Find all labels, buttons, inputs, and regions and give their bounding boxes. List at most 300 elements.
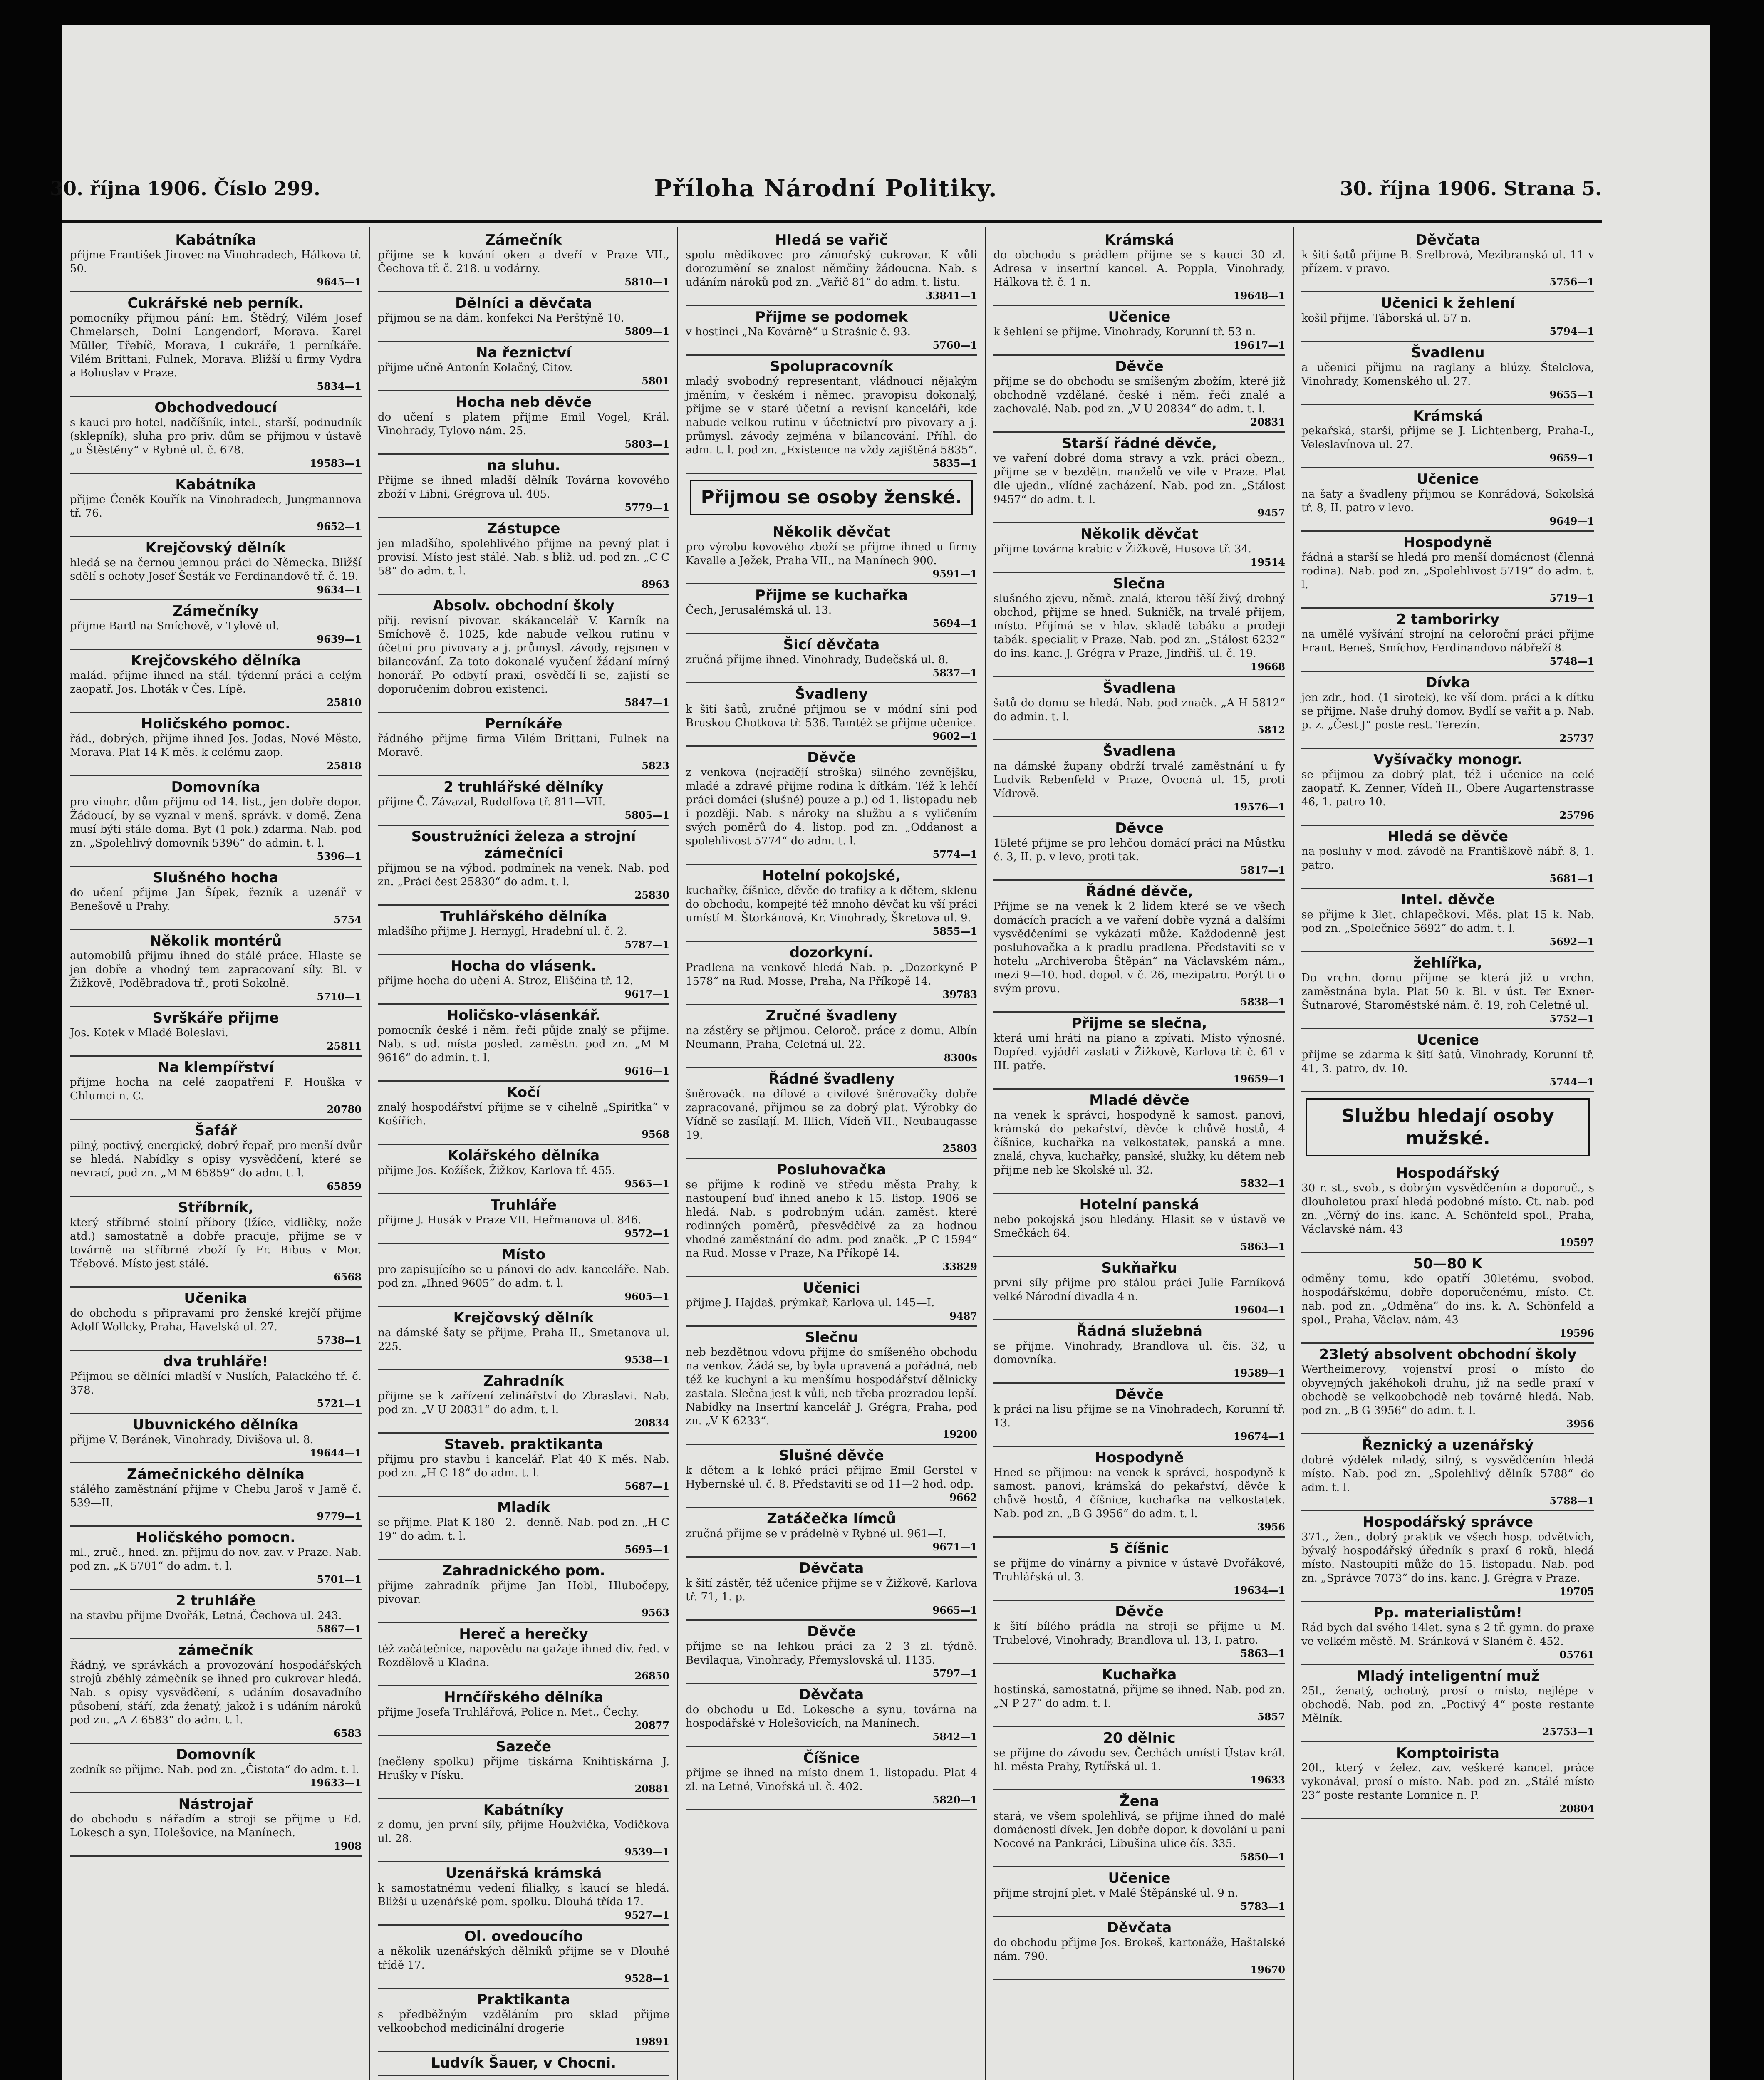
ad-heading: Truhlářského dělníka <box>440 908 607 925</box>
ad-text: zručná přijme se v prádelně v Rybné ul. 961—I. <box>686 1528 946 1540</box>
ad-text: Do vrchn. domu přijme se která již u vrchn. zaměstnána byla. Plat 50 k. Bl. v úst. Ter Exner-Šutnarové, Staroměstské nám. č. 19, roh Celetné ul. <box>1301 972 1594 1012</box>
classified-ad <box>993 1917 1285 1980</box>
ad-text: šněrovačk. na dílové a civilové šněrovačky dobře zapracované, přijmou se za dobrý plat. Výrobky do Vídně se zasílají. M. Illich, Vídeň VII., Neubaugasse 19. <box>686 1088 977 1142</box>
ad-reference-number: 5842—1 <box>932 1731 977 1743</box>
ad-text: Wertheimerovy, vojenství prosí o místo do obyvejných jakéhokoli druhu, již na sedle praxí v obchodě se velkoobchodě neb továrně hledá. Nab. pod zn. „B G 3956“ do adm. t. l. <box>1301 1363 1594 1417</box>
ad-text: řádná a starší se hledá pro menší domácnost (členná rodina). Nab. pod zn. „Spolehlivost 5719“ do adm. t. l. <box>1301 551 1594 591</box>
ad-heading: Šafář <box>194 1122 237 1139</box>
ad-text: hledá se na černou jemnou práci do Německa. Bližší sdělí s ochoty Josef Šesták ve Ferdinandově tř. č. 19. <box>70 557 362 583</box>
ad-reference-number: 5855—1 <box>932 925 977 937</box>
classified-ad <box>1301 1434 1594 1511</box>
ad-text: mladý svobodný representant, vládnoucí nějakým jměním, v českém i němec. pravopisu dokonalý, přijme se v staré účetní a revisní kanceláři, kde nabude velkou rutinu v účetnictví pro pivovary a j. průmysl. závody zejména v bilancování. Příhl. do adm. t. l. pod zn. „Existence na vždy zajištěná 5835“. <box>686 375 977 456</box>
ad-heading: zámečník <box>178 1642 253 1659</box>
ad-heading: Zámečnického dělníka <box>127 1466 305 1483</box>
ad-reference-number: 9605—1 <box>624 1290 669 1302</box>
ad-reference-number: 19597 <box>1559 1236 1594 1248</box>
classified-ad <box>378 1623 669 1686</box>
ad-text: přijme Jos. Kožíšek, Žižkov, Karlova tř. 455. <box>378 1164 615 1177</box>
classified-ad <box>70 1793 362 1857</box>
header-rule <box>62 220 1602 223</box>
ad-text: k šití zástěr, též učenice přijme se v Žižkově, Karlova tř. 71, 1. p. <box>686 1577 977 1603</box>
classified-ad <box>378 1560 669 1623</box>
ad-text: k šehlení se přijme. Vinohrady, Korunní tř. 53 n. <box>993 326 1256 338</box>
classified-ad <box>993 356 1285 433</box>
ad-reference-number: 5719—1 <box>1549 592 1594 604</box>
ad-text: Přijme se na venek k 2 lidem které se ve všech domácích pracích a ve vaření dobře vyzná a dalšími vysvědčeními se vykázati může. Každodenně jest posluhovačka a k pradlu pradlena. Představiti se v hotelu „Archiveroba Štěpán“ na Václavském nám., mezi 9—10. hod. dopol. v č. 26, mezipatro. Porýt ti o svým provu. <box>993 900 1285 995</box>
ad-text: přijme se k kování oken a dveří v Praze VII., Čechova tř. č. 218. u vodárny. <box>378 249 669 275</box>
ad-reference-number: 9487 <box>949 1310 977 1322</box>
classified-ad <box>70 1288 362 1351</box>
classified-ad <box>1301 826 1594 889</box>
classified-ad <box>686 1159 977 1277</box>
ad-heading: Holičského pomoc. <box>141 716 291 732</box>
ad-reference-number: 5857 <box>1257 1711 1285 1723</box>
ad-text: do obchodu s nářadím a stroji se přijme u Ed. Lokesch a syn, Holešovice, na Manínech. <box>70 1813 362 1839</box>
classified-ad <box>1301 1511 1594 1602</box>
ad-reference-number: 5803—1 <box>624 438 669 450</box>
ad-text: Řádný, ve správkách a provozování hospodářských strojů zběhlý zámečník se ihned pro cukrovar hledá. Nab. s opisy vysvědčení, s udáním dosavadního působení, stáří, zda ženatý, jakož i s udáním nároků pod zn. „A Z 6583“ do adm. t. l. <box>70 1659 362 1726</box>
ad-heading: Švadlenu <box>1411 344 1485 361</box>
ad-text: přijme se do obchodu se smíšeným zbožím, které již obchodně vzdělané. české i něm. řeči znalé a zachovalé. Nab. pod zn. „V U 20834“ do adm. t. l. <box>993 375 1285 415</box>
ad-reference-number: 8300s <box>944 1052 977 1064</box>
ad-text: přijme zahradník přijme Jan Hobl, Hlubočepy, pivovar. <box>378 1580 669 1606</box>
classified-ad <box>378 1005 669 1082</box>
classified-ad <box>70 1197 362 1288</box>
ad-heading: Zahradník <box>483 1373 564 1389</box>
classified-ad <box>993 1194 1285 1257</box>
classified-ad <box>70 397 362 474</box>
classified-ad <box>1301 229 1594 292</box>
classified-ad <box>686 1005 977 1068</box>
ad-text: pilný, poctivý, energický, dobrý řepař, pro menší dvůr se hledá. Nabídky s opisy vysvědčení, které se nevrací, pod zn. „M M 65859“ do adm. t. l. <box>70 1139 362 1179</box>
classified-ad <box>686 521 977 584</box>
ad-reference-number: 5867—1 <box>317 1623 362 1635</box>
ad-heading: Kabátníka <box>175 476 256 493</box>
classified-ad <box>70 600 362 650</box>
ad-text: na venek k správci, hospodyně k samost. panovi, krámská do pekařství, děvče k chůvě hostů, 4 číšnice, kuchařka na velkostatek, panská a mne. znalá, chyva, kuchařky, panské, služky, ku dětem neb přijme neb ke Skolské ul. 32. <box>993 1109 1285 1176</box>
ad-reference-number: 5817—1 <box>1240 864 1285 876</box>
ad-reference-number: 19633 <box>1250 1774 1285 1786</box>
ad-text: se přijme k rodině ve středu města Prahy, k nastoupení buď ihned anebo k 15. listop. 1906 se hledá. Nab. s podrobným udán. zaměst. které rodinných poměrů, přesvědčivě za za hodnou vhodné zaměstnání do adm. pod značk. „P C 1594“ na Rud. Mosse v Praze, Na Příkopě 14. <box>686 1179 977 1260</box>
classified-ad <box>1301 1162 1594 1253</box>
ad-reference-number: 9634—1 <box>317 584 362 596</box>
classified-ad <box>993 433 1285 523</box>
classified-ad <box>70 537 362 600</box>
classified-ad <box>70 1120 362 1197</box>
ad-text: první síly přijme pro stálou práci Julie Farníková velké Národní divadla 4 n. <box>993 1277 1285 1303</box>
ad-reference-number: 5797—1 <box>932 1667 977 1679</box>
ad-reference-number: 5710—1 <box>317 990 362 1003</box>
ad-heading: Švadlena <box>1102 680 1176 696</box>
ad-reference-number: 25796 <box>1559 809 1594 821</box>
classified-ad <box>378 518 669 595</box>
ad-reference-number: 9538—1 <box>624 1354 669 1366</box>
ad-reference-number: 5834—1 <box>317 380 362 392</box>
classified-ad <box>378 342 669 391</box>
ad-heading: Švadleny <box>795 686 868 703</box>
ad-reference-number: 19604—1 <box>1233 1304 1285 1316</box>
ad-heading: Soustružníci železa a strojní zámečníci <box>411 828 636 862</box>
ad-text: znalý hospodářství přijme se v cihelně „Spiritka“ v Košířích. <box>378 1101 669 1127</box>
ad-reference-number: 5787—1 <box>624 938 669 951</box>
ad-heading: 20 dělnic <box>1103 1730 1176 1746</box>
ad-heading: Sukňařku <box>1101 1260 1177 1276</box>
classified-ad <box>378 1497 669 1560</box>
ad-text: do obchodu s prádlem přijme se s kauci 30 zl. Adresa v insertní kancel. A. Poppla, Vinohrady, Hálkova tř. č. 1 n. <box>993 249 1285 289</box>
ad-reference-number: 3956 <box>1566 1418 1594 1430</box>
ad-reference-number: 20877 <box>634 1719 669 1731</box>
ad-text: šatů do domu se hledá. Nab. pod značk. „A H 5812“ do admin. t. l. <box>993 697 1285 723</box>
classified-ad <box>378 906 669 955</box>
ad-reference-number: 19596 <box>1559 1327 1594 1339</box>
ad-text: stará, ve všem spolehlivá, se přijme ihned do malé domácnosti dívek. Jen dobře dopor. k dovolání u paní Nocové na Pankráci, Libušina ulice čís. 335. <box>993 1810 1285 1850</box>
ad-text: se přijme do závodu sev. Čechách umístí Ústav král. hl. města Prahy, Rytířská ul. 1. <box>993 1747 1285 1773</box>
ad-reference-number: 9645—1 <box>317 276 362 288</box>
ad-text: košil přijme. Táborská ul. 57 n. <box>1301 312 1472 324</box>
classified-ad <box>70 776 362 867</box>
ad-heading: Truhláře <box>490 1197 557 1213</box>
ad-text: se přijme do vinárny a pivnice v ústavě Dvořákové, Truhlářská ul. 3. <box>993 1557 1285 1583</box>
ad-text: Jos. Kotek v Mladé Boleslavi. <box>70 1027 228 1039</box>
classified-ad <box>378 229 669 292</box>
classified-ad <box>993 1013 1285 1090</box>
section-heading-box: Službu hledají osoby mužské. <box>1306 1098 1590 1156</box>
ad-text: Přijme se ihned mladší dělník Továrna kovového zboží v Libni, Grégrova ul. 405. <box>378 474 669 500</box>
ad-text: nebo pokojská jsou hledány. Hlasit se v ústavě ve Smečkách 64. <box>993 1213 1285 1240</box>
classified-ad <box>686 942 977 1005</box>
ad-heading: Slečnu <box>805 1329 858 1346</box>
classified-ad <box>70 229 362 292</box>
ad-heading: Slušného hocha <box>153 869 279 886</box>
ad-reference-number: 25803 <box>942 1142 977 1154</box>
ad-reference-number: 5721—1 <box>317 1397 362 1409</box>
ad-reference-number: 9616—1 <box>624 1065 669 1077</box>
ad-text: Čech, Jerusalémská ul. 13. <box>686 604 832 617</box>
ad-heading: Ucenice <box>1417 1032 1479 1048</box>
ad-text: s předběžným vzděláním pro sklad přijme velkoobchod medicinální drogerie <box>378 2008 669 2035</box>
ad-heading: Ubuvnického dělníka <box>133 1416 299 1433</box>
ad-reference-number: 20804 <box>1559 1803 1594 1815</box>
ad-text: 20l., který v želez. zav. veškeré kancel. práce vykonával, prosí o místo. Nab. pod zn. „Stálé místo 23“ poste restante Lomnice n. P. <box>1301 1762 1594 1802</box>
ad-reference-number: 19617—1 <box>1233 339 1285 351</box>
ad-reference-number: 5850—1 <box>1240 1851 1285 1863</box>
ad-reference-number: 9649—1 <box>1549 515 1594 527</box>
ad-reference-number: 9565—1 <box>624 1178 669 1190</box>
ad-heading: Učenici <box>803 1280 860 1296</box>
classified-ad <box>993 1090 1285 1194</box>
ad-text: pomocníky přijmou pání: Em. Štědrý, Vilém Josef Chmelarsch, Dolní Langendorf, Morava. Karel Müller, Třebíč, Morava, 1 cukráře, 1 perníkáře. Vilém Brittani, Fulnek, Morava. Bližší u firmy Vydra a Bohuslav v Praze. <box>70 312 362 379</box>
ad-heading: Několik děvčat <box>772 524 891 540</box>
classified-ad <box>1301 292 1594 342</box>
ad-reference-number: 9602—1 <box>932 730 977 742</box>
ad-reference-number: 33829 <box>942 1260 977 1273</box>
classified-ad <box>1301 1665 1594 1742</box>
ad-reference-number: 6568 <box>334 1271 362 1283</box>
ad-heading: Krejčovský dělník <box>453 1310 594 1326</box>
classified-ad <box>1301 405 1594 468</box>
ad-reference-number: 9528—1 <box>624 1972 669 1984</box>
ad-heading: žehlířka, <box>1413 955 1482 971</box>
classified-ad <box>686 1068 977 1159</box>
classified-ad <box>378 391 669 455</box>
classified-ad <box>378 1145 669 1194</box>
ad-heading: Zástupce <box>487 520 560 537</box>
ad-reference-number: 9639—1 <box>317 633 362 645</box>
classified-ad <box>70 1007 362 1057</box>
ad-heading: Posluhovačka <box>777 1161 886 1178</box>
ad-text: též začátečnice, napovědu na gažaje ihned dív. řed. v Rozdělově u Kladna. <box>378 1643 669 1669</box>
ad-heading: Děvče <box>807 749 856 766</box>
ad-text: Rád bych dal svého 14let. syna s 2 tř. gymn. do praxe ve velkém městě. M. Sránková v Slaném č. 452. <box>1301 1622 1595 1648</box>
ad-reference-number: 5820—1 <box>932 1794 977 1806</box>
ad-heading: Několik děvčat <box>1080 526 1199 542</box>
ad-heading: Holičsko-vlásenkář. <box>446 1007 601 1024</box>
column-2 <box>370 227 678 2080</box>
classified-ad <box>70 1463 362 1527</box>
ad-reference-number: 5756—1 <box>1549 276 1594 288</box>
ad-text: přijme V. Beránek, Vinohrady, Divišova ul. 8. <box>70 1434 314 1446</box>
page-number: 30. října 1906. Strana 5. <box>1340 177 1602 200</box>
ad-heading: Řeznický a uzenářský <box>1362 1437 1534 1454</box>
ad-text: 371., žen., dobrý praktik ve všech hosp. odvětvích, bývalý hospodářský úředník s praxí 6 roků, hledá místo. Nastoupiti může do 15. listopadu. Nab. pod zn. „Správce 7073“ do ins. kanc. J. Grégra v Praze. <box>1301 1531 1594 1585</box>
ad-text: pekařská, starší, přijme se J. Lichtenberg, Praha-I., Veleslavínova ul. 27. <box>1301 425 1594 451</box>
classified-ad <box>993 1384 1285 1447</box>
ad-heading: Domovník <box>176 1746 255 1763</box>
classified-ad <box>1301 342 1594 405</box>
ad-heading: Vyšívačky monogr. <box>1373 751 1522 768</box>
ad-reference-number: 9662 <box>949 1491 977 1503</box>
ad-heading: Stříbrník, <box>178 1199 254 1216</box>
classified-ad <box>1301 1344 1594 1434</box>
ad-reference-number: 5695—1 <box>624 1543 669 1555</box>
ad-heading: Sazeče <box>496 1738 552 1755</box>
ad-heading: Hospodyně <box>1095 1449 1184 1466</box>
classified-ad <box>993 1320 1285 1384</box>
classified-ad <box>378 1082 669 1145</box>
classified-ad <box>686 747 977 865</box>
ad-reference-number: 9539—1 <box>624 1846 669 1858</box>
ad-heading: Hospodářský <box>1396 1165 1500 1181</box>
ad-heading: Spolupracovník <box>770 358 893 375</box>
ad-heading: Ol. ovedoucího <box>464 1928 583 1945</box>
classified-ad <box>70 1057 362 1120</box>
ad-heading: Řádná služebná <box>1076 1323 1202 1340</box>
ad-text: přijme továrna krabic v Žižkově, Husova tř. 34. <box>993 543 1252 555</box>
ad-heading: Cukrářské neb perník. <box>127 295 304 312</box>
ad-text: k šití šatů, zručné přijmou se v módní síni pod Bruskou Chotkova tř. 536. Tamtéž se přijme učenice. <box>686 703 977 729</box>
classified-ad <box>993 306 1285 356</box>
classified-ad <box>378 1194 669 1244</box>
ad-reference-number: 5812 <box>1257 724 1285 736</box>
ad-text: k samostatnému vedení filialky, s kaucí se hledá. Bližší u uzenářské pom. spolku. Dlouhá třída 17. <box>378 1882 669 1908</box>
ad-text: která umí hráti na piano a zpívati. Místo výnosné. Dopřed. vyjádři zaslati v Žižkově, Karlova tř. č. 61 v III. patře. <box>993 1032 1285 1072</box>
ad-heading: na sluhu. <box>487 457 560 474</box>
ad-text: 30 r. st., svob., s dobrým vysvědčením a doporuč., s dlouholetou praxí hledá podobné místo. Ct. nab. pod zn. „Věrný do ins. kanc. A. Schönfeld spol., Praha, Václavské nám. 43 <box>1301 1182 1594 1236</box>
ad-reference-number: 05761 <box>1559 1649 1594 1661</box>
ad-heading: Krámská <box>1104 232 1174 248</box>
ad-reference-number: 25810 <box>327 696 362 708</box>
ad-reference-number: 5805—1 <box>624 809 669 821</box>
classified-ad <box>378 1244 669 1307</box>
ad-heading: 5 číšnic <box>1109 1540 1169 1557</box>
classified-ad <box>1301 889 1594 952</box>
classified-ad <box>378 1799 669 1862</box>
ad-text: s kauci pro hotel, nadčíšník, intel., starší, podnudník (sklepník), sluha pro priv. dům se přijmou v ústavě „u Štěstěny“ v Rybné ul. č. 678. <box>70 416 362 456</box>
classified-ad <box>993 817 1285 881</box>
ad-heading: Kuchařka <box>1102 1666 1177 1683</box>
ad-heading: Hotelní pokojské, <box>762 867 901 884</box>
classified-ad <box>993 523 1285 573</box>
ad-text: ve vaření dobré doma stravy a vzk. práci obezn., přijme se v bezdětn. manželů ve vile v Praze. Plat dle ujedn., vlídné zacházení. Nab. pod zn. „Stálost 9457“ do adm. t. l. <box>993 452 1285 506</box>
classified-ad <box>70 1744 362 1793</box>
ad-heading: Děvce <box>1115 820 1164 837</box>
ad-heading: Hledá se vařič <box>775 232 888 248</box>
classified-ad <box>993 1790 1285 1867</box>
ad-heading: Perníkáře <box>485 716 562 732</box>
ad-reference-number: 5738—1 <box>317 1334 362 1346</box>
classified-ad <box>993 1867 1285 1917</box>
classified-ad <box>1301 1029 1594 1092</box>
ad-text: zedník se přijme. Nab. pod zn. „Čistota“ do adm. t. l. <box>70 1763 359 1776</box>
ad-reference-number: 9591—1 <box>932 568 977 580</box>
ad-text: na posluhy v mod. závodě na Františkově nábř. 8, 1. patro. <box>1301 845 1594 872</box>
classified-ad <box>1301 468 1594 532</box>
ad-text: neb bezdětnou vdovu přijme do smíšeného obchodu na venkov. Žádá se, by byla upravená a pořádná, neb též ke kuchyni a ku menšímu hospodářství dělnicky zastala. Slečna jest k vůli, neb třeba prozradou lepší. Nabídky na Insertní kancelář J. Grégra, Praha, pod zn. „V K 6233“. <box>686 1346 977 1427</box>
ad-reference-number: 33841—1 <box>925 290 977 302</box>
ad-reference-number: 19583—1 <box>310 457 362 469</box>
ad-heading: Děvčata <box>799 1686 864 1703</box>
ad-text: přijme J. Hajdaš, prýmkař, Karlova ul. 145—I. <box>686 1297 935 1309</box>
classified-ad <box>686 1508 977 1558</box>
ad-text: odměny tomu, kdo opatří 30letému, svobod. hospodářskému, dobře doporučenému, místo. Ct. nab. pod zn. „Odměna“ do ins. k. A. Schönfeld a spol., Praha, Václav. nám. 43 <box>1301 1273 1594 1326</box>
classified-ad <box>70 713 362 776</box>
ad-heading: Svrškáře přijme <box>152 1010 279 1026</box>
ad-text: se přijmou za dobrý plat, též i učenice na celé zaopatř. K. Zenner, Vídeň II., Obere Augartenstrasse 46, 1. patro 10. <box>1301 768 1594 808</box>
ad-heading: Kabátníky <box>483 1802 564 1818</box>
ad-text: automobilů přijmu ihned do stálé práce. Hlaste se jen dobře a vhodný tem zapracovaní síly. Bl. v Žižkově, Poděbradova tř., proti Sokolně. <box>70 950 362 990</box>
column-4 <box>986 227 1294 2080</box>
ad-reference-number: 5396—1 <box>317 850 362 862</box>
ad-reference-number: 39783 <box>942 988 977 1000</box>
ad-text: do učení s platem přijme Emil Vogel, Král. Vinohrady, Tylovo nám. 25. <box>378 411 669 437</box>
ad-reference-number: 65859 <box>327 1180 362 1192</box>
classified-ad <box>1301 609 1594 672</box>
ad-heading: Na klempířství <box>157 1059 274 1076</box>
classified-ad <box>70 930 362 1007</box>
classified-ad <box>686 1684 977 1747</box>
ad-reference-number: 5809—1 <box>624 325 669 337</box>
ad-text: Hned se přijmou: na venek k správci, hospodyně k samost. panovi, krámská do pekařství, děvče k chůvě hostů, 4 číšnice, kuchařka na velkostatek. Nab. pod zn. „B G 3956“ do adm. t. l. <box>993 1466 1285 1520</box>
ad-heading: Řádné švadleny <box>768 1071 895 1087</box>
ad-heading: Místo <box>501 1246 546 1263</box>
classified-ad <box>70 474 362 537</box>
classified-ad <box>686 306 977 356</box>
classified-ad <box>378 776 669 826</box>
classified-ad <box>378 1989 669 2052</box>
ad-reference-number: 19670 <box>1250 1964 1285 1976</box>
ad-heading: Dívka <box>1425 674 1470 691</box>
ad-heading: Ludvík Šauer, v Chocni. <box>431 2055 617 2071</box>
ad-text: se přijme k 3let. chlapečkovi. Měs. plat 15 k. Nab. pod zn. „Společnice 5692“ do adm. t. l. <box>1301 909 1594 935</box>
classified-ad <box>378 1686 669 1736</box>
ad-text: 15leté přijme se pro lehčou domácí práci na Můstku č. 3, II. p. v levo, proti tak. <box>993 837 1285 863</box>
ad-heading: Krejčovského dělníka <box>131 652 301 669</box>
ad-heading: Komptoirista <box>1396 1745 1499 1761</box>
ad-text: přijme se na lehkou práci za 2—3 zl. týdně. Bevilaqua, Vinohrady, Přemyslovská ul. 1135. <box>686 1640 977 1666</box>
ad-text: přijme Bartl na Smíchově, v Tylově ul. <box>70 620 280 632</box>
ad-heading: Děvče <box>807 1623 856 1640</box>
ad-reference-number: 19200 <box>942 1428 977 1440</box>
ad-reference-number: 6583 <box>334 1727 362 1739</box>
classified-ad <box>378 713 669 776</box>
ad-text: řádného přijme firma Vilém Brittani, Fulnek na Moravě. <box>378 733 669 759</box>
ad-text: na šaty a švadleny přijmou se Konrádová, Sokolská tř. 8, II. patro v levo. <box>1301 488 1594 514</box>
page-header <box>50 175 1602 204</box>
ad-text: spolu mědikovec pro zámořský cukrovar. K vůli dorozumění se znalost němčiny žádoucna. Nab. s udáním nároků pod zn. „Vařič 81“ do adm. t. listu. <box>686 249 977 289</box>
ad-text: na umělé vyšívání strojní na celoroční práci přijme Frant. Beneš, Smíchov, Ferdinandovo nábřeží 8. <box>1301 628 1594 654</box>
classified-ad <box>993 881 1285 1013</box>
classified-ad <box>1301 1602 1594 1665</box>
ad-text: malád. přijme ihned na stál. týdenní práci a celým zaopatř. Jos. Lhoták v Čes. Lípě. <box>70 669 362 696</box>
ad-heading: Děvčata <box>1107 1919 1172 1936</box>
ad-text: k šití bílého prádla na stroji se přijme u M. Trubelové, Vinohrady, Brandlova ul. 13, I. patro. <box>993 1620 1285 1647</box>
ad-heading: 50—80 K <box>1413 1255 1483 1272</box>
ad-reference-number: 19633—1 <box>310 1777 362 1789</box>
classified-ad <box>378 1307 669 1370</box>
classified-ad <box>993 1727 1285 1790</box>
ad-reference-number: 9563 <box>642 1607 669 1619</box>
classified-ad <box>70 1590 362 1639</box>
ad-heading: Učenici k žehlení <box>1380 295 1515 312</box>
ad-heading: Kabátníka <box>175 232 256 248</box>
ad-reference-number: 5835—1 <box>932 457 977 469</box>
ad-reference-number: 19589—1 <box>1233 1367 1285 1379</box>
ad-reference-number: 19634—1 <box>1233 1584 1285 1596</box>
classified-ad <box>993 1601 1285 1664</box>
ad-heading: Šicí děvčata <box>783 636 880 653</box>
classified-ad <box>993 573 1285 677</box>
classified-ad <box>378 292 669 342</box>
supplement-title: Příloha Národní Politiky. <box>654 175 998 202</box>
classified-ad <box>70 650 362 713</box>
ad-heading: Krejčovský dělník <box>145 540 286 556</box>
ad-heading: Zámečník <box>485 232 562 248</box>
ad-reference-number: 9568 <box>642 1128 669 1140</box>
ad-heading: Mladé děvče <box>1089 1092 1189 1109</box>
ad-text: na dámské župany obdrží trvalé zaměstnání u fy Ludvík Rebenfeld v Praze, Ovocná ul. 15, proti Vídrově. <box>993 760 1285 800</box>
classified-ad <box>1301 1742 1594 1819</box>
ad-reference-number: 5701—1 <box>317 1573 362 1585</box>
ad-reference-number: 5687—1 <box>624 1480 669 1492</box>
ad-reference-number: 9655—1 <box>1549 389 1594 401</box>
ad-reference-number: 19659—1 <box>1233 1073 1285 1085</box>
ad-reference-number: 25818 <box>327 760 362 772</box>
ad-heading: Švadlena <box>1102 743 1176 760</box>
ad-heading: Hospodářský správce <box>1362 1514 1534 1530</box>
column-5 <box>1294 227 1602 2080</box>
ad-heading: Děvče <box>1115 1386 1164 1403</box>
ad-text: k práci na lisu přijme se na Vinohradech, Korunní tř. 13. <box>993 1403 1285 1429</box>
classified-ad <box>686 1558 977 1621</box>
ad-heading: Hotelní panská <box>1079 1196 1199 1213</box>
ad-heading: Zatáčečka límců <box>767 1510 896 1527</box>
ad-heading: Hocha do vlásenk. <box>451 958 597 974</box>
ad-reference-number: 26850 <box>634 1670 669 1682</box>
ad-reference-number: 9671—1 <box>932 1541 977 1553</box>
ad-text: z domu, jen první síly, přijme Houžvička, Vodičkova ul. 28. <box>378 1819 669 1845</box>
classified-ad <box>686 1445 977 1508</box>
ad-text: přijme se k zařízení zelinářství do Zbraslavi. Nab. pod zn. „V U 20831“ do adm. t. l. <box>378 1390 669 1416</box>
